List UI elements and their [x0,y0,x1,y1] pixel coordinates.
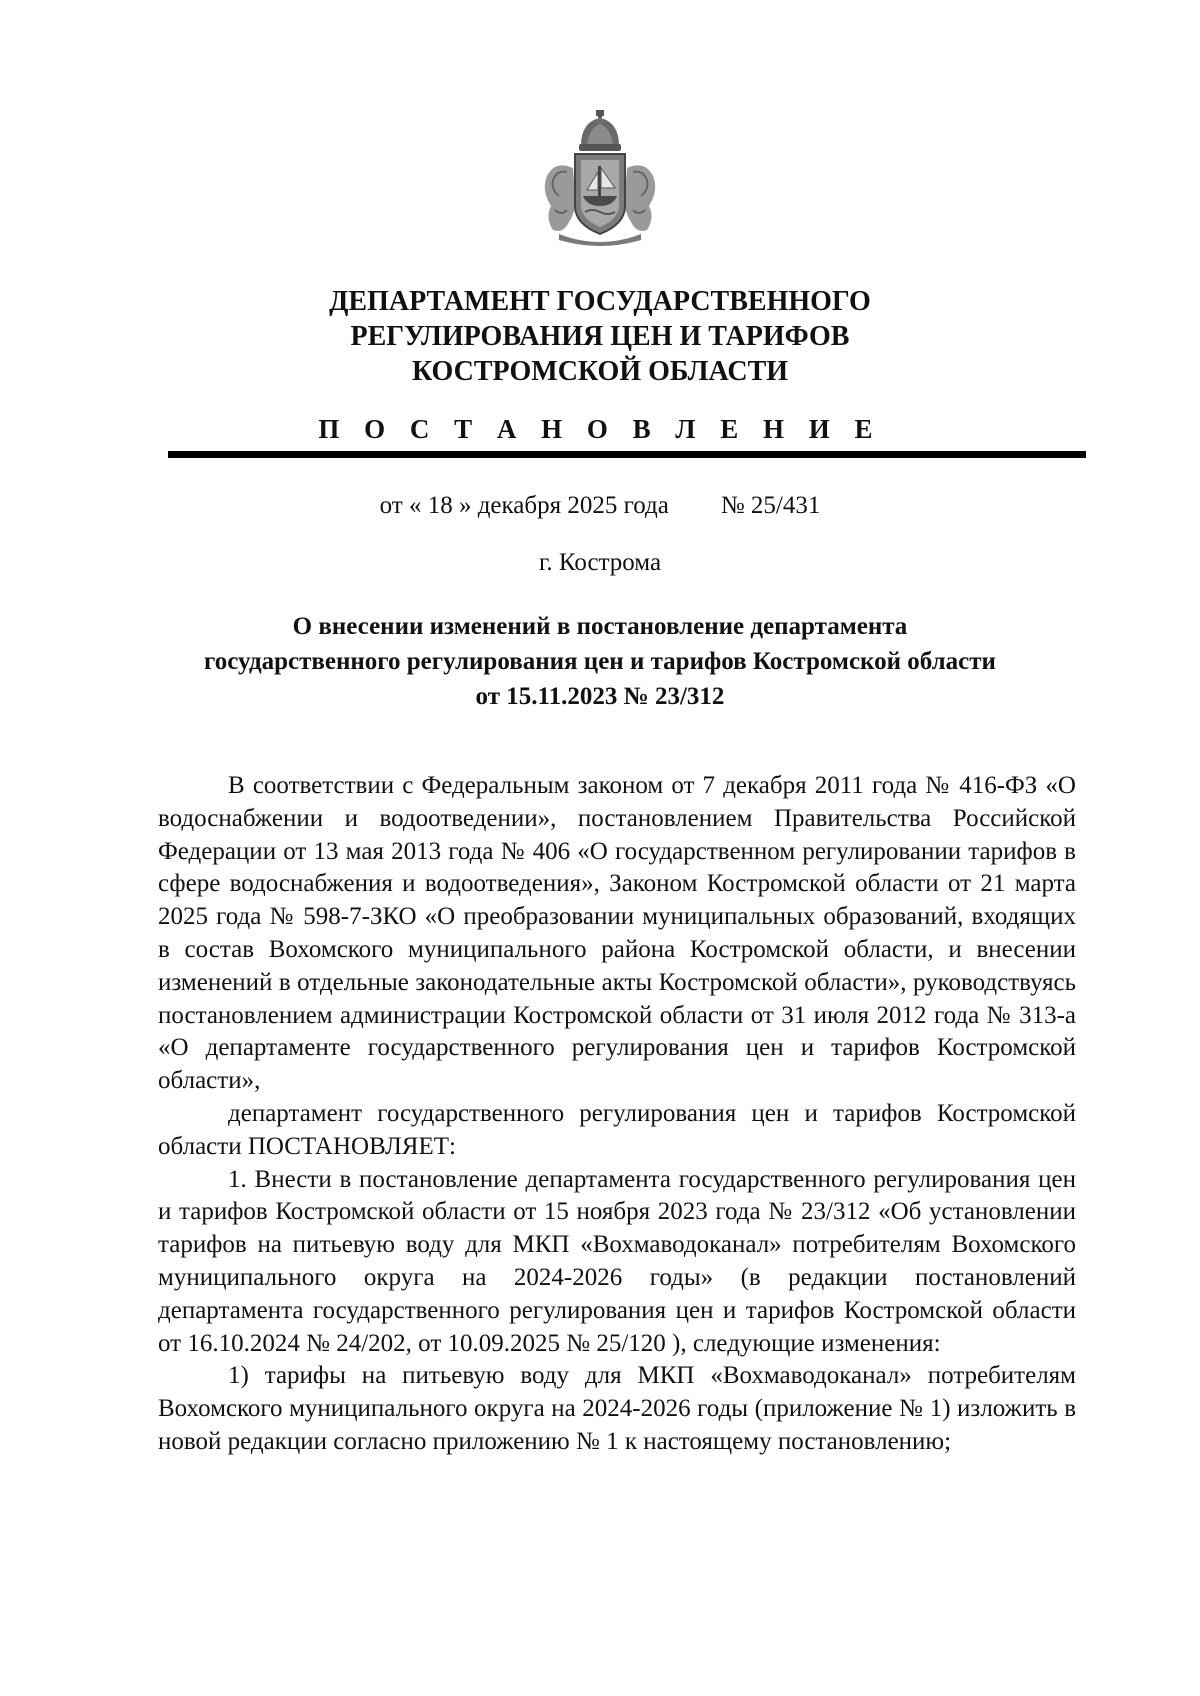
paragraph-preamble: В соответствии с Федеральным законом от 7 декабря 2011 года № 416-ФЗ «О водоснабжении и водоотведении», постановлением Правительства Российской Федерации от 13 мая 2013 года № 406 «О государственном регулировании тарифов в сфере водоснабжения и водоотведения», Законом Костромской области от 21 марта 2025 года № 598-7-ЗКО «О преобразовании муниципальных образований, входящих в состав Вохомского муниципального района Костромской области, и внесении изменений в отдельные законодательные акты Костромской области», руководствуясь постановлением администрации Костромской области от 31 июля 2012 года № 313-а «О департаменте государственного регулирования цен и тарифов Костромской области», [158,772,1076,1095]
department-line-2: РЕГУЛИРОВАНИЯ ЦЕН И ТАРИФОВ [350,321,850,352]
subject-line-1: О внесении изменений в постановление департамента [292,613,908,640]
coat-of-arms-icon [537,110,663,246]
department-name [0,284,1200,389]
department-line-3: КОСТРОМСКОЙ ОБЛАСТИ [411,356,789,387]
paragraph-item-1: 1. Внести в постановление департамента государственного регулирования цен и тарифов Костромской области от 15 ноября 2023 года № 23/312 «Об установлении тарифов на питьевую воду для МКП «Вохмаводоканал» потребителям Вохомского муниципального округа на 2024-2026 годы» (в редакции постановлений департамента государственного регулирования цен и тарифов Костромской области от 16.10.2024 № 24/202, от 10.09.2025 № 25/120 ), следующие изменения: [158,1165,1076,1357]
date-line [0,492,1200,520]
document-date: от « 18 » декабря 2025 года [379,492,669,519]
subject-line-2: государственного регулирования цен и тарифов Костромской области [204,648,996,675]
header-rule [168,451,1086,458]
document-body [158,770,1076,1459]
document-number: № 25/431 [720,492,821,519]
document-subject [0,609,1200,714]
paragraph-resolves: департамент государственного регулирования цен и тарифов Костромской области ПОСТАНОВЛЯЕТ: [158,1099,1076,1160]
department-line-1: ДЕПАРТАМЕНТ ГОСУДАРСТВЕННОГО [329,286,871,317]
document-type: П О С Т А Н О В Л Е Н И Е [318,414,882,444]
document-city: г. Кострома [538,549,662,576]
paragraph-subitem-1: 1) тарифы на питьевую воду для МКП «Вохмаводоканал» потребителям Вохомского муниципального округа на 2024-2026 годы (приложение № 1) изложить в новой редакции согласно приложению № 1 к настоящему постановлению; [158,1362,1076,1455]
subject-line-3: от 15.11.2023 № 23/312 [475,683,725,710]
